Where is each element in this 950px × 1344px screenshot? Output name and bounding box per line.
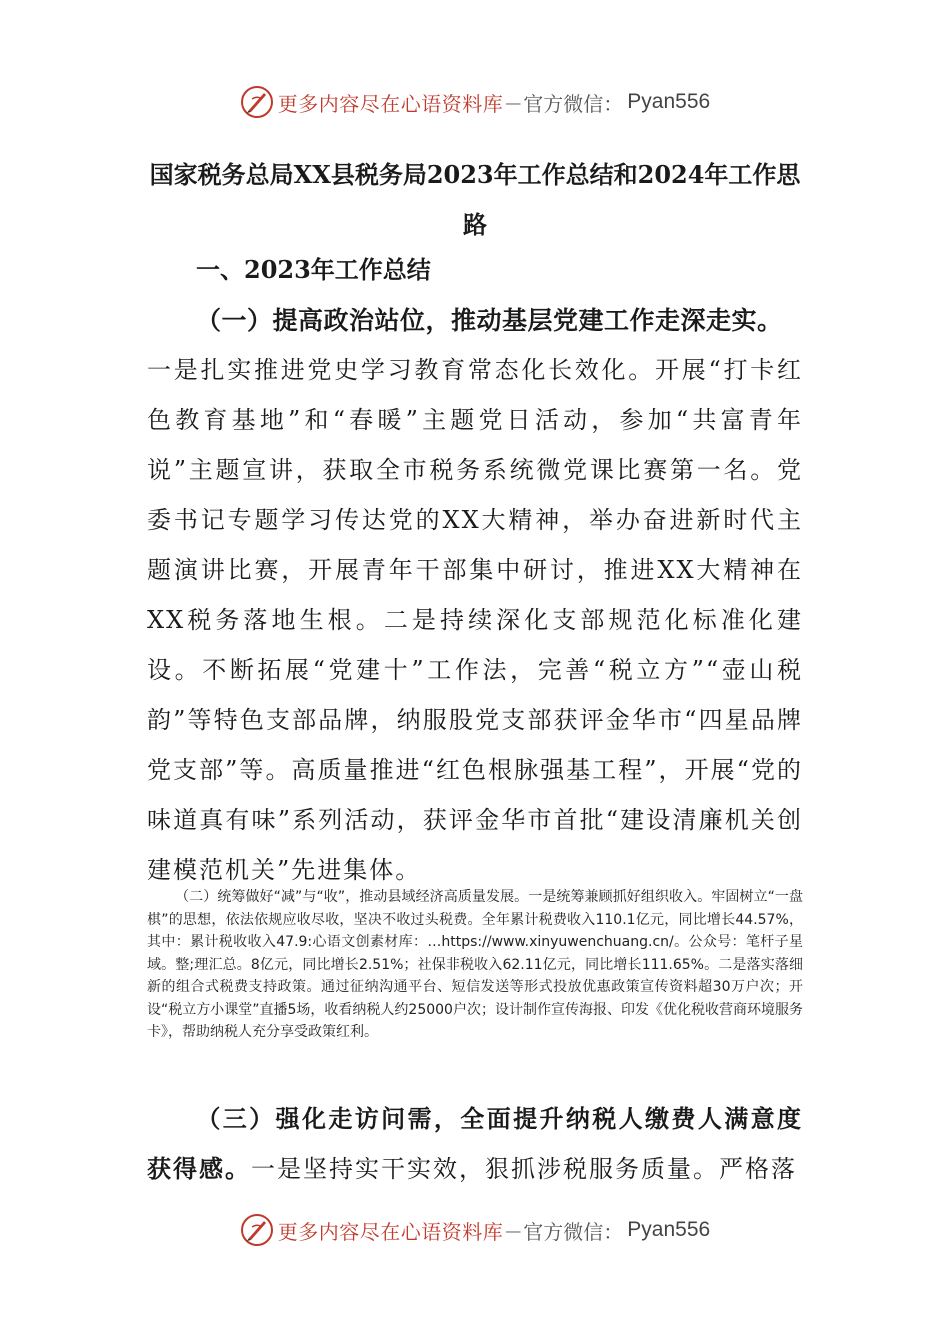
banner-wechat-handle: Pyan556 bbox=[627, 1218, 711, 1241]
banner-wechat-label: 官方微信： bbox=[523, 1219, 624, 1244]
banner-content bbox=[240, 85, 710, 119]
header-banner bbox=[0, 82, 950, 122]
banner-wechat-handle: Pyan556 bbox=[627, 90, 711, 113]
banner-dash: — bbox=[505, 92, 522, 112]
body-paragraph-2-small bbox=[147, 886, 803, 1044]
document-title: 国家税务总局XX县税务局2023年工作总结和2024年工作思路 bbox=[149, 160, 801, 239]
banner-slogan: 更多内容尽在心语资料库 bbox=[277, 1219, 504, 1244]
body-paragraph-3-text: 一是坚持实干实效，狠抓涉税服务质量。严格落 bbox=[251, 1155, 797, 1183]
body-paragraph-1: 一是扎实推进党史学习教育常态化长效化。开展“打卡红色教育基地”和“春暖”主题党日活动，参加“共富青年说”主题宣讲，获取全市税务系统微党课比赛第一名。党委书记专题学习传达党的XX大精神，举办奋进新时代主题演讲比赛，开展青年干部集中研讨，推进XX大精神在XX税务落地生根。二是持续深化支部规范化标准化建设。不断拓展“党建十”工作法，完善“税立方”“壶山税韵”等特色支部品牌，纳服股党支部获评金华市“四星品牌党支部”等。高质量推进“红色根脉强基工程”，开展“党的味道真有味”系列活动，获评金华市首批“建设清廉机关创建模范机关”先进集体。 bbox=[147, 356, 803, 884]
footer-banner bbox=[0, 1210, 950, 1250]
subsection-heading-1: （一）提高政治站位，推动基层党建工作走深走实。 bbox=[196, 306, 783, 335]
banner-dash: — bbox=[505, 1220, 522, 1240]
subsection-heading-3: （三）强化走访问需，全面提升纳税人缴费人满意度获得感。 bbox=[147, 1104, 803, 1183]
banner-wechat-label: 官方微信： bbox=[523, 91, 624, 116]
quill-pen-logo-icon bbox=[240, 1213, 274, 1247]
section-heading-1: 一、2023年工作总结 bbox=[196, 255, 431, 284]
banner-slogan: 更多内容尽在心语资料库 bbox=[277, 91, 504, 116]
body-paragraph-2-text: （二）统筹做好“减”与“收”，推动县域经济高质量发展。一是统筹兼顾抓好组织收入。牢固树立“一盘棋”的思想，依法依规应收尽收，坚决不收过头税费。全年累计税费收入110.1亿元，同比增长44.57%，其中：累计税收收入47.9:心语文创素材库：…https://www.xinyuwenchuang.cn/。公众号：笔杆子星域。整;理汇总。8亿元，同比增长2.51%；社保非税收入62.11亿元，同比增长111.65%。二是落实落细新的组合式税费支持政策。通过征纳沟通平台、短信发送等形式投放优惠政策宣传资料超30万户次；开设“税立方小课堂”直播5场，收看纳税人约25000户次；设计制作宣传海报、印发《优化税收营商环境服务卡》，帮助纳税人充分享受政策红利。 bbox=[147, 889, 803, 1040]
body-paragraph-3 bbox=[147, 1094, 803, 1194]
banner-content bbox=[240, 1213, 710, 1247]
quill-pen-logo-icon bbox=[240, 85, 274, 119]
